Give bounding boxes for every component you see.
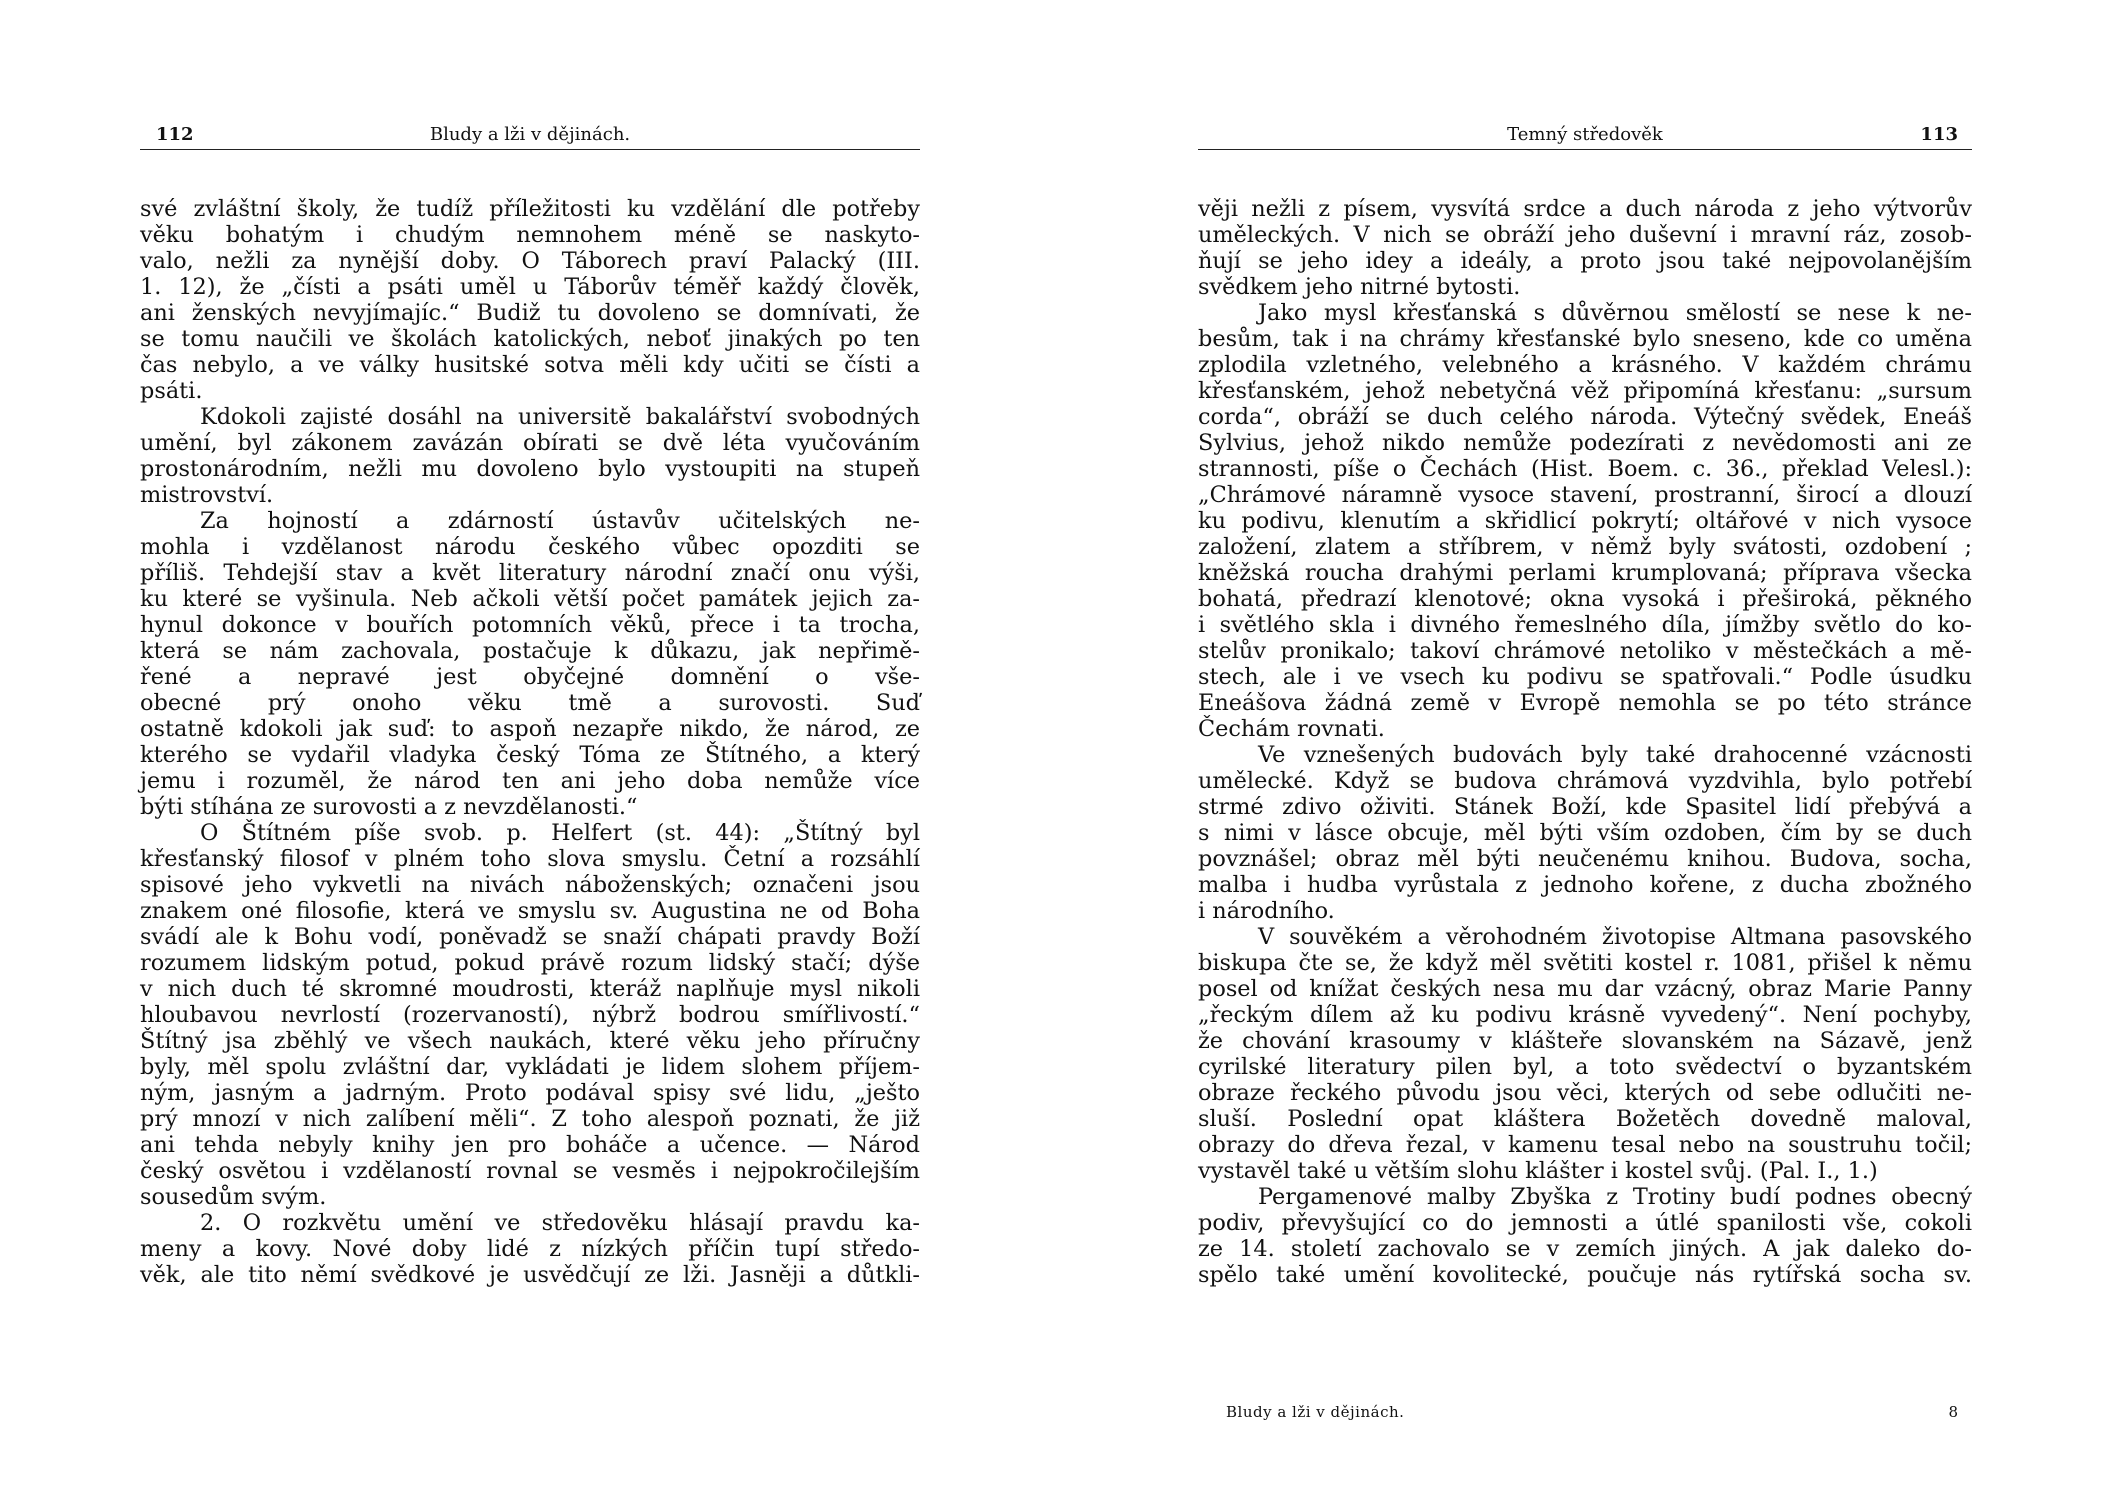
- footer-signature: Bludy a lži v dějinách.: [1226, 1403, 1405, 1421]
- footer-sheet-number: 8: [1948, 1403, 1958, 1421]
- text-line: umělecké. Když se budova chrámová vyzdvihla, bylo potřebí: [1198, 768, 1972, 794]
- text-line: besům, tak i na chrámy křesťanské bylo sneseno, kde co uměna: [1198, 326, 1972, 352]
- text-line: kterého se vydařil vladyka český Tóma ze Štítného, a který: [140, 742, 920, 768]
- text-line: malba i hudba vyrůstala z jednoho kořene, z ducha zbožného: [1198, 872, 1972, 898]
- text-line: byly, měl spolu zvláštní dar, vykládati je lidem slohem příjem-: [140, 1054, 920, 1080]
- text-line: posel od knížat českých nesa mu dar vzácný, obraz Marie Panny: [1198, 976, 1972, 1002]
- text-line: uměleckých. V nich se obráží jeho duševní i mravní ráz, zosob-: [1198, 222, 1972, 248]
- text-line: své zvláštní školy, že tudíž příležitosti ku vzdělání dle potřeby: [140, 196, 920, 222]
- running-head-title: Bludy a lži v dějinách.: [429, 124, 631, 145]
- text-line: obrazy do dřeva řezal, v kamenu tesal nebo na soustruhu točil;: [1198, 1132, 1972, 1158]
- text-line: v nich duch té skromné moudrosti, kteráž naplňuje mysl nikoli: [140, 976, 920, 1002]
- text-line: Eneášova žádná země v Evropě nemohla se po této stránce: [1198, 690, 1972, 716]
- text-line: Jako mysl křesťanská s důvěrnou smělostí se nese k ne-: [1258, 300, 1972, 326]
- text-line: se tomu naučili ve školách katolických, neboť jinakých po ten: [140, 326, 920, 352]
- text-line: O Štítném píše svob. p. Helfert (st. 44): „Štítný byl: [200, 820, 920, 846]
- header-rule: [140, 149, 920, 150]
- text-line: i světlého skla i divného řemeslného díla, jímžby světlo do ko-: [1198, 612, 1972, 638]
- text-line: ostatně kdokoli jak suď: to aspoň nezapře nikdo, že národ, ze: [140, 716, 920, 742]
- text-line: mistrovství.: [140, 482, 274, 508]
- text-line: řené a nepravé jest obyčejné domnění o vše-: [140, 664, 920, 690]
- text-line: sousedům svým.: [140, 1184, 327, 1210]
- text-line: čas nebylo, a ve války husitské sotva měli kdy učiti se čísti a: [140, 352, 920, 378]
- text-line: valo, nežli za nynější doby. O Táborech praví Palacký (III.: [140, 248, 920, 274]
- text-line: ani tehda nebyly knihy jen pro boháče a učence. — Národ: [140, 1132, 920, 1158]
- page-number: 113: [1920, 124, 1958, 145]
- text-line: kněžská roucha drahými perlami krumplovaná; příprava všecka: [1198, 560, 1972, 586]
- text-line: věku bohatým i chudým nemnohem méně se naskyto-: [140, 222, 920, 248]
- text-line: rozumem lidským potud, pokud právě rozum lidský stačí; dýše: [140, 950, 920, 976]
- text-line: býti stíhána ze surovosti a z nevzdělanosti.“: [140, 794, 638, 820]
- text-line: stech, ale i ve vsech ku podivu se spatřovali.“ Podle úsudku: [1198, 664, 1972, 690]
- text-line: ňují se jeho idey a ideály, a proto jsou také nejpovolanějším: [1198, 248, 1972, 274]
- text-line: prostonárodním, nežli mu dovoleno bylo vystoupiti na stupeň: [140, 456, 920, 482]
- text-line: Ve vznešených budovách byly také drahocenné vzácnosti: [1258, 742, 1972, 768]
- text-line: svádí ale k Bohu vodí, poněvadž se snaží chápati pravdy Boží: [140, 924, 920, 950]
- text-line: „řeckým dílem až ku podivu krásně vyvedený“. Není pochyby,: [1198, 1002, 1972, 1028]
- text-line: hloubavou nevrlostí (rozervaností), nýbrž bodrou smířlivostí.“: [140, 1002, 920, 1028]
- text-line: příliš. Tehdejší stav a květ literatury národní značí onu výši,: [140, 560, 920, 586]
- text-line: spisové jeho vykvetli na nivách náboženských; označeni jsou: [140, 872, 920, 898]
- text-line: věk, ale tito němí svědkové je usvědčují ze lži. Jasněji a důtkli-: [140, 1262, 920, 1288]
- text-line: obraze řeckého původu jsou věci, kterých od sebe odlučiti ne-: [1198, 1080, 1972, 1106]
- text-line: že chování krasoumy v klášteře slovanském na Sázavě, jenž: [1198, 1028, 1972, 1054]
- text-line: sluší. Poslední opat kláštera Božetěch dovedně maloval,: [1198, 1106, 1972, 1132]
- text-line: 2. O rozkvětu umění ve středověku hlásají pravdu ka-: [200, 1210, 920, 1236]
- text-line: povznášel; obraz měl býti neučenému knihou. Budova, socha,: [1198, 846, 1972, 872]
- text-line: Sylvius, jehož nikdo nemůže podezírati z nevědomosti ani ze: [1198, 430, 1972, 456]
- text-line: křesťanském, jehož nebetyčná věž připomíná křesťanu: „sursum: [1198, 378, 1972, 404]
- text-line: prý mnozí v nich zalíbení měli“. Z toho alespoň poznati, že již: [140, 1106, 920, 1132]
- text-line: strmé zdivo oživiti. Stánek Boží, kde Spasitel lidí přebývá a: [1198, 794, 1972, 820]
- text-line: jemu i rozuměl, že národ ten ani jeho doba nemůže více: [140, 768, 920, 794]
- text-line: mohla i vzdělanost národu českého vůbec opozditi se: [140, 534, 920, 560]
- text-line: zplodila vzletného, velebného a krásného. V každém chrámu: [1198, 352, 1972, 378]
- text-line: křesťanský filosof v plném toho slova smyslu. Četní a rozsáhlí: [140, 846, 920, 872]
- text-line: s nimi v lásce obcuje, měl býti vším ozdoben, čím by se duch: [1198, 820, 1972, 846]
- text-line: svědkem jeho nitrné bytosti.: [1198, 274, 1521, 300]
- text-line: 1. 12), že „čísti a psáti uměl u Táborův téměř každý člověk,: [140, 274, 920, 300]
- text-line: Štítný jsa zběhlý ve všech naukách, které věku jeho příručny: [140, 1028, 920, 1054]
- text-line: biskupa čte se, že když měl světiti kostel r. 1081, přišel k němu: [1198, 950, 1972, 976]
- text-line: Pergamenové malby Zbyška z Trotiny budí podnes obecný: [1258, 1184, 1972, 1210]
- header-rule: [1198, 149, 1972, 150]
- text-line: obecné prý onoho věku tmě a surovosti. Suď: [140, 690, 920, 716]
- text-line: bohatá, předrazí klenotové; okna vysoká i přeširoká, pěkného: [1198, 586, 1972, 612]
- text-line: vystavěl také u větším slohu klášter i kostel svůj. (Pal. I., 1.): [1198, 1158, 1878, 1184]
- text-line: která se nám zachovala, postačuje k důkazu, jak nepřimě-: [140, 638, 920, 664]
- page-body-text: [1198, 196, 1972, 1288]
- text-line: znakem oné filosofie, která ve smyslu sv. Augustina ne od Boha: [140, 898, 920, 924]
- text-line: ze 14. století zachovalo se v zemích jiných. A jak daleko do-: [1198, 1236, 1972, 1262]
- text-line: strannosti, píše o Čechách (Hist. Boem. c. 36., překlad Velesl.):: [1198, 456, 1972, 482]
- text-line: corda“, obráží se duch celého národa. Výtečný svědek, Eneáš: [1198, 404, 1972, 430]
- text-line: spělo také umění kovolitecké, poučuje nás rytířská socha sv.: [1198, 1262, 1972, 1288]
- page-footer: [1226, 1403, 1958, 1427]
- text-line: umění, byl zákonem zavázán obírati se dvě léta vyučováním: [140, 430, 920, 456]
- text-line: i národního.: [1198, 898, 1335, 924]
- text-line: ku které se vyšinula. Neb ačkoli větší počet památek jejich za-: [140, 586, 920, 612]
- text-line: „Chrámové náramně vysoce stavení, prostranní, širocí a dlouzí: [1198, 482, 1972, 508]
- text-line: stelův pronikalo; takoví chrámové netoliko v městečkách a mě-: [1198, 638, 1972, 664]
- text-line: meny a kovy. Nové doby lidé z nízkých příčin tupí středo-: [140, 1236, 920, 1262]
- page-body-text: [140, 196, 920, 1288]
- text-line: český osvětou i vzdělaností rovnal se vesměs i nejpokročilejším: [140, 1158, 920, 1184]
- text-line: ani ženských nevyjímajíc.“ Budiž tu dovoleno se domnívati, že: [140, 300, 920, 326]
- text-line: ku podivu, klenutím a skřidlicí pokrytí; oltářové v nich vysoce: [1198, 508, 1972, 534]
- text-line: hynul dokonce v bouřích potomních věků, přece i ta trocha,: [140, 612, 920, 638]
- text-line: cyrilské literatury pilen byl, a toto svědectví o byzantském: [1198, 1054, 1972, 1080]
- running-header: [1198, 120, 1972, 150]
- text-line: Za hojností a zdárností ústavův učitelských ne-: [200, 508, 920, 534]
- running-head-title: Temný středověk: [1507, 124, 1663, 145]
- left-page: [140, 0, 920, 1500]
- running-header: [140, 120, 920, 150]
- text-line: ným, jasným a jadrným. Proto podával spisy své lidu, „ješto: [140, 1080, 920, 1106]
- right-page: [1198, 0, 1972, 1500]
- text-line: podiv, převyšující co do jemnosti a útlé spanilosti vše, cokoli: [1198, 1210, 1972, 1236]
- text-line: Kdokoli zajisté dosáhl na universitě bakalářství svobodných: [200, 404, 920, 430]
- text-line: věji nežli z písem, vysvítá srdce a duch národa z jeho výtvorův: [1198, 196, 1972, 222]
- text-line: psáti.: [140, 378, 203, 404]
- text-line: založení, zlatem a stříbrem, v němž byly svátosti, ozdobení ;: [1198, 534, 1972, 560]
- text-line: Čechám rovnati.: [1198, 716, 1385, 742]
- text-line: V souvěkém a věrohodném životopise Altmana pasovského: [1258, 924, 1972, 950]
- page-number: 112: [156, 124, 194, 145]
